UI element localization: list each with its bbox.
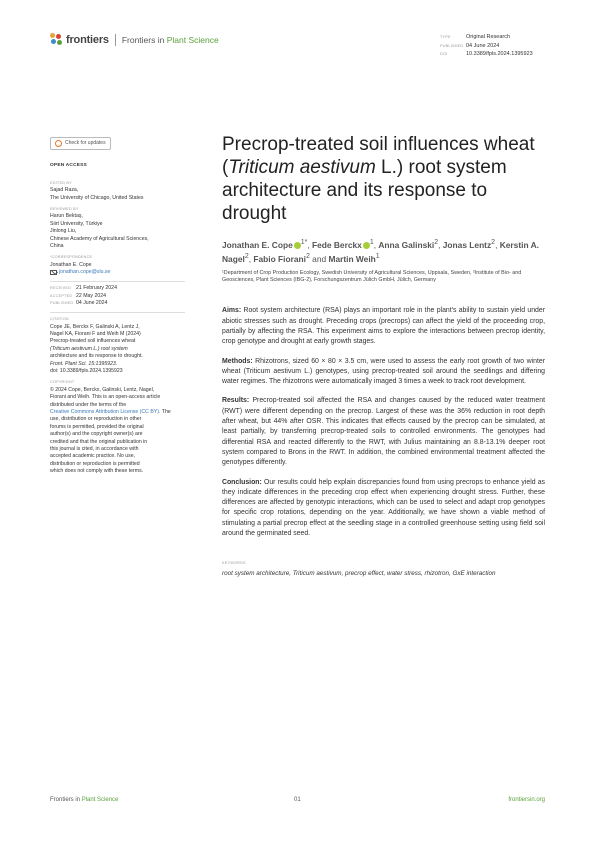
citation-line: Cope JE, Berckx F, Galinski A, Lentz J, <box>50 323 140 330</box>
citation <box>50 324 185 376</box>
footer-journal-prefix: Frontiers in <box>50 797 82 803</box>
reviewer-affiliation: Siirt University, Türkiye <box>50 220 103 227</box>
copyright <box>50 387 185 476</box>
editor-name: Sajad Raza, <box>50 187 79 194</box>
mail-icon <box>50 270 57 275</box>
page-number: 01 <box>294 797 301 803</box>
author-separator: , <box>495 239 500 250</box>
logo-text: frontiers <box>66 33 109 46</box>
copyright-line: © 2024 Cope, Berckx, Galinski, Lentz, Nagel, <box>50 386 155 393</box>
doi-link[interactable]: 10.3389/fpls.2024.1395923 <box>466 51 533 57</box>
journal-accent: Plant Science <box>166 34 219 45</box>
copyright-line: credited and that the original publication in <box>50 438 148 445</box>
email-row <box>50 269 185 276</box>
author-name[interactable]: Anna Galinski <box>378 239 435 250</box>
article-main <box>222 133 545 579</box>
divider <box>50 281 185 282</box>
copyright-line <box>50 402 185 409</box>
copyright-line: which does not comply with these terms. <box>50 468 144 475</box>
date-key: ACCEPTED <box>50 293 73 298</box>
author-name[interactable]: Fede Berckx <box>312 239 362 250</box>
author-separator: , <box>438 239 443 250</box>
date-published <box>50 300 185 307</box>
reviewed-by-label: REVIEWED BY <box>50 207 79 212</box>
author-separator: , <box>373 239 379 250</box>
abstract-label: Aims: <box>222 307 242 315</box>
open-access-label: OPEN ACCESS <box>50 163 87 169</box>
meta-key: PUBLISHED <box>440 43 464 48</box>
copyright-text: The <box>160 408 171 415</box>
date-value: 04 June 2024 <box>76 300 108 307</box>
author-list <box>222 237 545 266</box>
author-name[interactable]: Jonas Lentz <box>442 239 492 250</box>
abstract-methods <box>222 357 545 388</box>
reviewer-affiliation: Chinese Academy of Agricultural Sciences, <box>50 235 149 242</box>
citation-line: architecture and its response to drought. <box>50 353 143 360</box>
abstract <box>222 306 545 539</box>
citation-label: CITATION <box>50 317 69 322</box>
abstract-text: Rhizotrons, sized 60 × 80 × 3.5 cm, were used to assess the early root growth of two winter wheat (Triticum aestivum L.) genotypes, using precrop-treated soil around the seedlings and differing water regimes. The rhizotrons were automatically imaged 3 times a week to track root development. <box>222 357 545 386</box>
orcid-icon[interactable] <box>363 242 370 249</box>
citation-line: Precrop-treated soil influences wheat <box>50 338 136 345</box>
date-key: RECEIVED <box>50 286 72 291</box>
cc-by-license-link[interactable]: Creative Commons Attribution License (CC BY). <box>50 408 161 415</box>
reviewed-by <box>50 213 185 250</box>
frontiers-logo-icon <box>50 33 63 46</box>
meta-key: TYPE <box>440 35 451 39</box>
author-affiliation-marker: 1* <box>300 239 308 246</box>
citation-line: Front. Plant Sci. 15:1395923. <box>50 360 118 367</box>
edited-by <box>50 187 185 202</box>
date-accepted <box>50 293 185 300</box>
abstract-text: Our results could help explain discrepancies found from using precrops to enhance yield as they indicate differences in the preceding crop effect when experiencing drought stress. Further, these differences are affected by genotypic interactions, which can be used to select and adapt crop genotypes for specific crop rotations, depending on the year. Additionally, we have shown a viable method of stimulating a partial precrop effect at the seedling stage in a controlled greenhouse setting using field soil around the germinated seed. <box>222 478 545 538</box>
title-text: L.) root system architecture and its response to drought <box>222 157 507 224</box>
copyright-label: COPYRIGHT <box>50 380 75 385</box>
author-affiliation-marker: 2 <box>434 239 439 246</box>
meta-row-type <box>440 33 595 42</box>
author-affiliation-marker: 1 <box>375 253 380 261</box>
citation-line: (Triticum aestivum L.) root system <box>50 345 128 352</box>
footer-journal <box>50 797 118 803</box>
footer-website-link[interactable]: frontiersin.org <box>508 797 545 803</box>
refresh-icon <box>55 140 62 147</box>
reviewer-name: Harun Bektaş, <box>50 213 83 220</box>
title-text: Precrop-treated soil influences wheat ( <box>222 134 535 178</box>
journal-logo[interactable] <box>50 33 219 46</box>
reviewer-affiliation: China <box>50 243 64 250</box>
abstract-label: Conclusion: <box>222 478 262 486</box>
copyright-text: distributed under the terms of the <box>50 401 127 408</box>
meta-value: Original Research <box>466 34 511 40</box>
copyright-line: this journal is cited, in accordance with <box>50 446 139 452</box>
affiliations: ¹Department of Crop Production Ecology, Swedish University of Agricultural Sciences, Uppsala, Sweden, ²Institute of Bio- and Geosciences, Plant Sciences (IBG-2), Forschungszentrum Jülich GmbH, Jülich, Germany <box>222 269 522 283</box>
title-species: Triticum aestivum <box>228 157 376 178</box>
author-affiliation-marker: 1 <box>369 239 374 246</box>
date-value: 22 May 2024 <box>76 292 106 299</box>
footer-journal-accent: Plant Science <box>81 797 119 803</box>
header-divider <box>115 34 116 46</box>
abstract-label: Methods: <box>222 357 253 365</box>
date-value: 21 February 2024 <box>76 285 117 292</box>
article-meta <box>440 33 595 59</box>
journal-prefix: Frontiers in <box>121 34 167 45</box>
correspondence-label: *CORRESPONDENCE <box>50 255 93 260</box>
copyright-line: use, distribution or reproduction in other <box>50 416 142 423</box>
date-received <box>50 285 185 292</box>
divider <box>50 312 185 313</box>
author-affiliation-marker: 2 <box>491 239 496 246</box>
author-affiliation-marker: 2 <box>244 253 249 261</box>
orcid-icon[interactable] <box>294 242 301 249</box>
article-sidebar <box>50 137 185 480</box>
journal-name <box>122 35 219 45</box>
copyright-line: accepted academic practice. No use, <box>50 453 136 460</box>
copyright-line: author(s) and the copyright owner(s) are <box>50 431 143 438</box>
date-key: PUBLISHED <box>50 301 74 306</box>
article-dates <box>50 285 185 307</box>
abstract-text: Precrop-treated soil affected the RSA and changes caused by the reduced water treatment (RWT) were different depending on the precrop. Largest of these was the 36% reduction in root depth after wheat, but 44% after OSR. This indicates that effects caused by the precrop can be simulated, at least partially, by transferring precrop-treated soils to controlled environments. The genotypes had differential RSA and reacted differently to the RWT, with Julius maintaining an 8.8-13.1% deeper root system compared to Brons in the RWT. In addition, the combined environmental treatment affected the genotypes differently. <box>222 397 545 467</box>
copyright-line: forums is permitted, provided the original <box>50 423 144 430</box>
abstract-aims <box>222 306 545 347</box>
reviewer-name: Jinlong Liu, <box>50 228 77 235</box>
check-updates-button[interactable] <box>50 137 111 150</box>
correspondence-email-link[interactable]: jonathan.cope@slu.se <box>59 269 111 276</box>
keywords-section <box>222 561 545 578</box>
correspondence-name: Jonathan E. Cope <box>50 261 92 268</box>
meta-row-published <box>440 42 595 51</box>
citation-doi: doi: 10.3389/fpls.2024.1395923 <box>50 367 123 374</box>
page-header <box>50 33 545 55</box>
copyright-line: Fiorani and Weih. This is an open-access article <box>50 394 161 401</box>
abstract-results <box>222 396 545 468</box>
author-separator: , <box>307 239 312 250</box>
abstract-conclusion <box>222 478 545 540</box>
editor-affiliation: The University of Chicago, United States <box>50 194 144 201</box>
check-updates-label: Check for updates <box>65 140 106 146</box>
author-name[interactable]: Kerstin A. Nagel <box>222 239 539 265</box>
citation-line: Nagel KA, Fiorani F and Weih M (2024) <box>50 330 141 337</box>
meta-value: 04 June 2024 <box>466 42 500 49</box>
copyright-line <box>50 409 185 416</box>
keywords-text: root system architecture, Triticum aestivum, precrop effect, water stress, rhizotron, GxE interaction <box>222 570 496 578</box>
author-separator: , <box>248 254 254 265</box>
copyright-line: distribution or reproduction is permitted <box>50 460 140 467</box>
author-name[interactable]: Jonathan E. Cope <box>222 239 293 250</box>
edited-by-label: EDITED BY <box>50 180 72 185</box>
correspondence <box>50 262 185 277</box>
keywords-label: KEYWORDS <box>222 561 246 566</box>
author-affiliation-marker: 2 <box>305 253 310 261</box>
author-name[interactable]: Fabio Fiorani <box>253 254 306 265</box>
abstract-label: Results: <box>222 397 250 405</box>
author-name[interactable]: Martin Weih <box>328 254 376 265</box>
meta-row-doi <box>440 50 595 59</box>
article-title <box>222 133 545 225</box>
author-separator: and <box>309 254 329 265</box>
meta-key: DOI <box>440 52 448 56</box>
abstract-text: Root system architecture (RSA) plays an important role in the plant's ability to sustain yield under abiotic stresses such as drought. Preceding crops (precrops) can affect the yield of the proceeding crop, partially by affecting the RSA. This experiment aims to explore the interactions between precrop identity, crop genotype and drought at early growth stages. <box>222 307 545 346</box>
